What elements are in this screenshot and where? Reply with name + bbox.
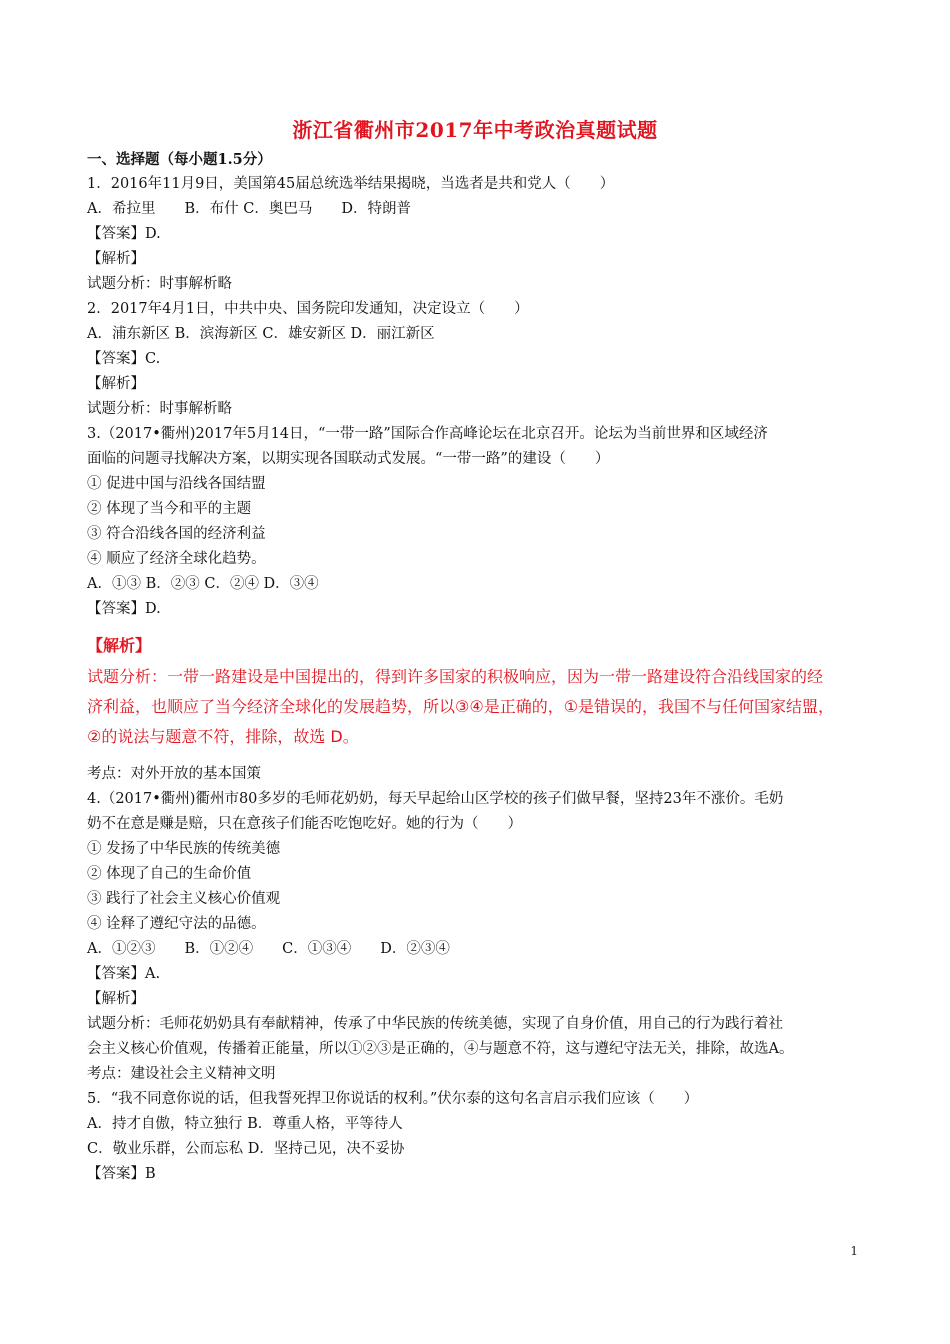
question-5-stem: 5．“我不同意你说的话，但我誓死捍卫你说话的权利。”伏尔泰的这句名言启示我们应该（ ） (87, 1091, 699, 1107)
question-3-stem-line-2: 面临的问题寻找解决方案，以期实现各国联动式发展。“一带一路”的建设（ ） (87, 451, 610, 467)
question-3-answer: 【答案】D. (87, 601, 161, 617)
question-1-analysis: 试题分析：时事解析略 (87, 276, 232, 292)
page-number: 1 (850, 1244, 858, 1258)
question-3-item-2: ② 体现了当今和平的主题 (87, 501, 252, 517)
question-3-stem-line-1: 3.（2017•衢州)2017年5月14日，“一带一路”国际合作高峰论坛在北京召开。论坛为当前世界和区域经济 (87, 426, 768, 442)
page-title: 浙江省衢州市2017年中考政治真题试题 (292, 118, 658, 142)
document-body (87, 147, 877, 1187)
question-4-analysis-heading: 【解析】 (87, 991, 145, 1007)
question-4-kaodian: 考点：建设社会主义精神文明 (87, 1066, 276, 1082)
question-4-analysis-line-1: 试题分析：毛师花奶奶具有奉献精神，传承了中华民族的传统美德，实现了自身价值，用自己的行为践行着社 (87, 1016, 783, 1032)
question-4-item-3: ③ 践行了社会主义核心价值观 (87, 891, 281, 907)
section-heading: 一、选择题（每小题1.5分） (87, 151, 272, 168)
question-3-kaodian: 考点：对外开放的基本国策 (87, 766, 261, 782)
question-4-answer: 【答案】A. (87, 966, 161, 982)
question-5-options-cd: C．敬业乐群，公而忘私 D．坚持己见，决不妥协 (87, 1141, 405, 1157)
question-1-options: A．希拉里 B．布什 C．奥巴马 D．特朗普 (87, 201, 411, 217)
question-5-options-ab: A．持才自傲，特立独行 B．尊重人格，平等待人 (87, 1116, 403, 1132)
question-5-answer: 【答案】B (87, 1166, 156, 1182)
question-3-item-3: ③ 符合沿线各国的经济利益 (87, 526, 266, 542)
question-3-item-1: ① 促进中国与沿线各国结盟 (87, 476, 266, 492)
question-4-item-4: ④ 诠释了遵纪守法的品德。 (87, 916, 266, 932)
question-2-stem: 2．2017年4月1日，中共中央、国务院印发通知，决定设立（ ） (87, 301, 529, 317)
question-3-analysis-block (87, 630, 877, 752)
question-2-answer: 【答案】C. (87, 351, 161, 367)
question-3-analysis-line-2: 济利益，也顺应了当今经济全球化的发展趋势，所以③④是正确的，①是错误的，我国不与任何国家结盟， (87, 697, 835, 716)
question-4-item-1: ① 发扬了中华民族的传统美德 (87, 841, 281, 857)
question-2-options: A．浦东新区 B．滨海新区 C．雄安新区 D．丽江新区 (87, 326, 435, 342)
question-4-options: A．①②③ B．①②④ C．①③④ D．②③④ (87, 941, 450, 957)
question-4-stem-line-2: 奶不在意是赚是赔，只在意孩子们能否吃饱吃好。她的行为（ ） (87, 816, 522, 832)
question-2-analysis-heading: 【解析】 (87, 376, 145, 392)
question-1-stem: 1．2016年11月9日，美国第45届总统选举结果揭晓，当选者是共和党人（ ） (87, 176, 615, 192)
question-3-options: A．①③ B．②③ C．②④ D．③④ (87, 576, 319, 592)
question-4-analysis-line-2: 会主义核心价值观，传播着正能量，所以①②③是正确的，④与题意不符，这与遵纪守法无关，排除，故选A。 (87, 1041, 794, 1057)
question-4-item-2: ② 体现了自己的生命价值 (87, 866, 252, 882)
question-1-analysis-heading: 【解析】 (87, 251, 145, 267)
question-2-analysis: 试题分析：时事解析略 (87, 401, 232, 417)
question-3-analysis-heading: 【解析】 (87, 636, 152, 655)
question-1-answer: 【答案】D. (87, 226, 161, 242)
question-3-analysis-line-3: ②的说法与题意不符，排除，故选 D。 (87, 727, 359, 746)
question-3-analysis-line-1: 试题分析：一带一路建设是中国提出的，得到许多国家的积极响应，因为一带一路建设符合沿线国家的经 (87, 667, 824, 686)
question-4-stem-line-1: 4.（2017•衢州)衢州市80多岁的毛师花奶奶，每天早起给山区学校的孩子们做早餐，坚持23年不涨价。毛奶 (87, 791, 784, 807)
question-3-item-4: ④ 顺应了经济全球化趋势。 (87, 551, 266, 567)
